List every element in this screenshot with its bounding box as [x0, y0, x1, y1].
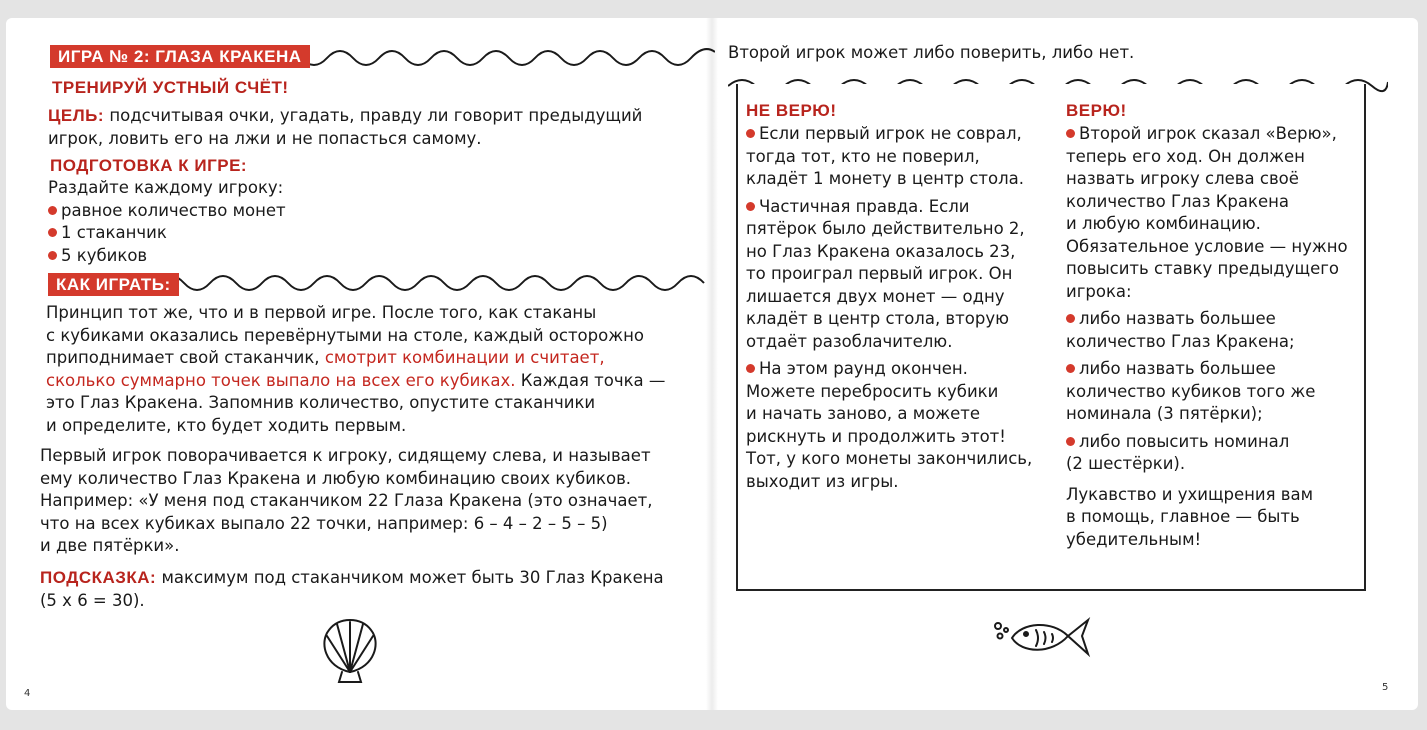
no-items [746, 123, 1051, 493]
bullet-icon [1066, 129, 1075, 138]
bullet-icon [746, 202, 755, 211]
bullet-icon [1066, 364, 1075, 373]
text-line: Каждая точка — [515, 370, 666, 390]
wave-divider-how [158, 265, 713, 295]
list-item: На этом раунд окончен. Можете перебросить кубики и начать заново, а можете рискнуть и продолжить этот! Тот, у кого монеты закончились, выходит из игры. [746, 359, 1033, 491]
bullet-icon [48, 206, 57, 215]
how-label: КАК ИГРАТЬ: [48, 273, 179, 296]
fish-icon [992, 612, 1102, 664]
hint-line: (5 х 6 = 30). [40, 590, 145, 610]
list-item: либо назвать большее количество Глаз Кракена; [1066, 309, 1295, 351]
yes-items [1066, 123, 1358, 551]
bullet-icon [1066, 314, 1075, 323]
right-intro: Второй игрок может либо поверить, либо нет. [728, 43, 1135, 62]
prep-intro: Раздайте каждому игроку: [48, 178, 284, 197]
no-label: НЕ ВЕРЮ! [746, 101, 837, 120]
list-item: либо назвать большее количество кубиков того же номинала (3 пятёрки); [1066, 359, 1316, 423]
list-item: Частичная правда. Если пятёрок было действительно 2, но Глаз Кракена оказалось 23, то проиграл первый игрок. Он лишается двух монет — одну кладёт в центр стола, вторую отдаёт разоблачителю. [746, 196, 1025, 351]
text-line: с кубиками оказались перевёрнутыми на столе, каждый осторожно [46, 325, 644, 345]
page-number-left: 4 [24, 688, 31, 699]
text-line: Принцип тот же, что и в первой игре. После того, как стаканы [46, 303, 597, 322]
prep-item: 1 стаканчик [61, 223, 167, 242]
bullet-icon [48, 228, 57, 237]
goal-label: ЦЕЛЬ: [48, 106, 105, 125]
goal-line-1: подсчитывая очки, угадать, правду ли говорит предыдущий [104, 106, 643, 125]
text-line: это Глаз Кракена. Запомнив количество, опустите стаканчики [46, 393, 596, 412]
yes-intro: Второй игрок сказал «Верю», теперь его ход. Он должен назвать игроку слева своё количество Глаз Кракена и любую комбинацию. Обязательное условие — нужно повысить ставку предыдущего игрока: [1066, 124, 1348, 301]
goal-line-2: игрок, ловить его на лжи и не попасться самому. [48, 128, 482, 148]
game-title: ИГРА № 2: ГЛАЗА КРАКЕНА [50, 45, 310, 68]
prep-label: ПОДГОТОВКА К ИГРЕ: [50, 156, 248, 175]
hint-line: максимум под стаканчиком может быть 30 Глаз Кракена [156, 568, 664, 587]
shell-icon [315, 612, 385, 687]
yes-label: ВЕРЮ! [1066, 101, 1127, 120]
text-line: ему количество Глаз Кракена и любую комбинацию своих кубиков. [40, 468, 632, 488]
bullet-icon [48, 251, 57, 260]
how-paragraph-2 [40, 445, 710, 558]
bullet-icon [746, 129, 755, 138]
hint-block [40, 567, 710, 612]
subtitle: ТРЕНИРУЙ УСТНЫЙ СЧЁТ! [52, 78, 289, 97]
text-line: Первый игрок поворачивается к игроку, сидящему слева, и называет [40, 446, 651, 465]
text-line: и определите, кто будет ходить первым. [46, 415, 407, 435]
yes-outro: Лукавство и ухищрения вам в помощь, главное — быть убедительным! [1066, 484, 1314, 549]
prep-item: 5 кубиков [61, 245, 148, 265]
highlight-text: сколько суммарно точек выпало на всех его кубиках. [46, 370, 516, 390]
goal-block [48, 105, 698, 150]
list-item: Если первый игрок не соврал, тогда тот, кто не поверил, кладёт 1 монету в центр стола. [746, 124, 1025, 188]
wave-divider-top [275, 40, 715, 70]
bullet-icon [1066, 437, 1075, 446]
text-line: приподнимает свой стаканчик, [46, 348, 325, 367]
text-line: и две пятёрки». [40, 536, 180, 555]
how-paragraph-1 [46, 302, 706, 437]
highlight-text: смотрит комбинации и считает, [324, 348, 605, 367]
text-line: Например: «У меня под стаканчиком 22 Глаза Кракена (это означает, [40, 491, 653, 510]
prep-item: равное количество монет [61, 200, 286, 220]
prep-list [48, 177, 286, 267]
list-item: либо повысить номинал (2 шестёрки). [1066, 431, 1290, 473]
bullet-icon [746, 364, 755, 373]
page-number-right: 5 [1382, 682, 1389, 693]
text-line: что на всех кубиках выпало 22 точки, например: 6 – 4 – 2 – 5 – 5) [40, 513, 608, 533]
hint-label: ПОДСКАЗКА: [40, 568, 157, 587]
